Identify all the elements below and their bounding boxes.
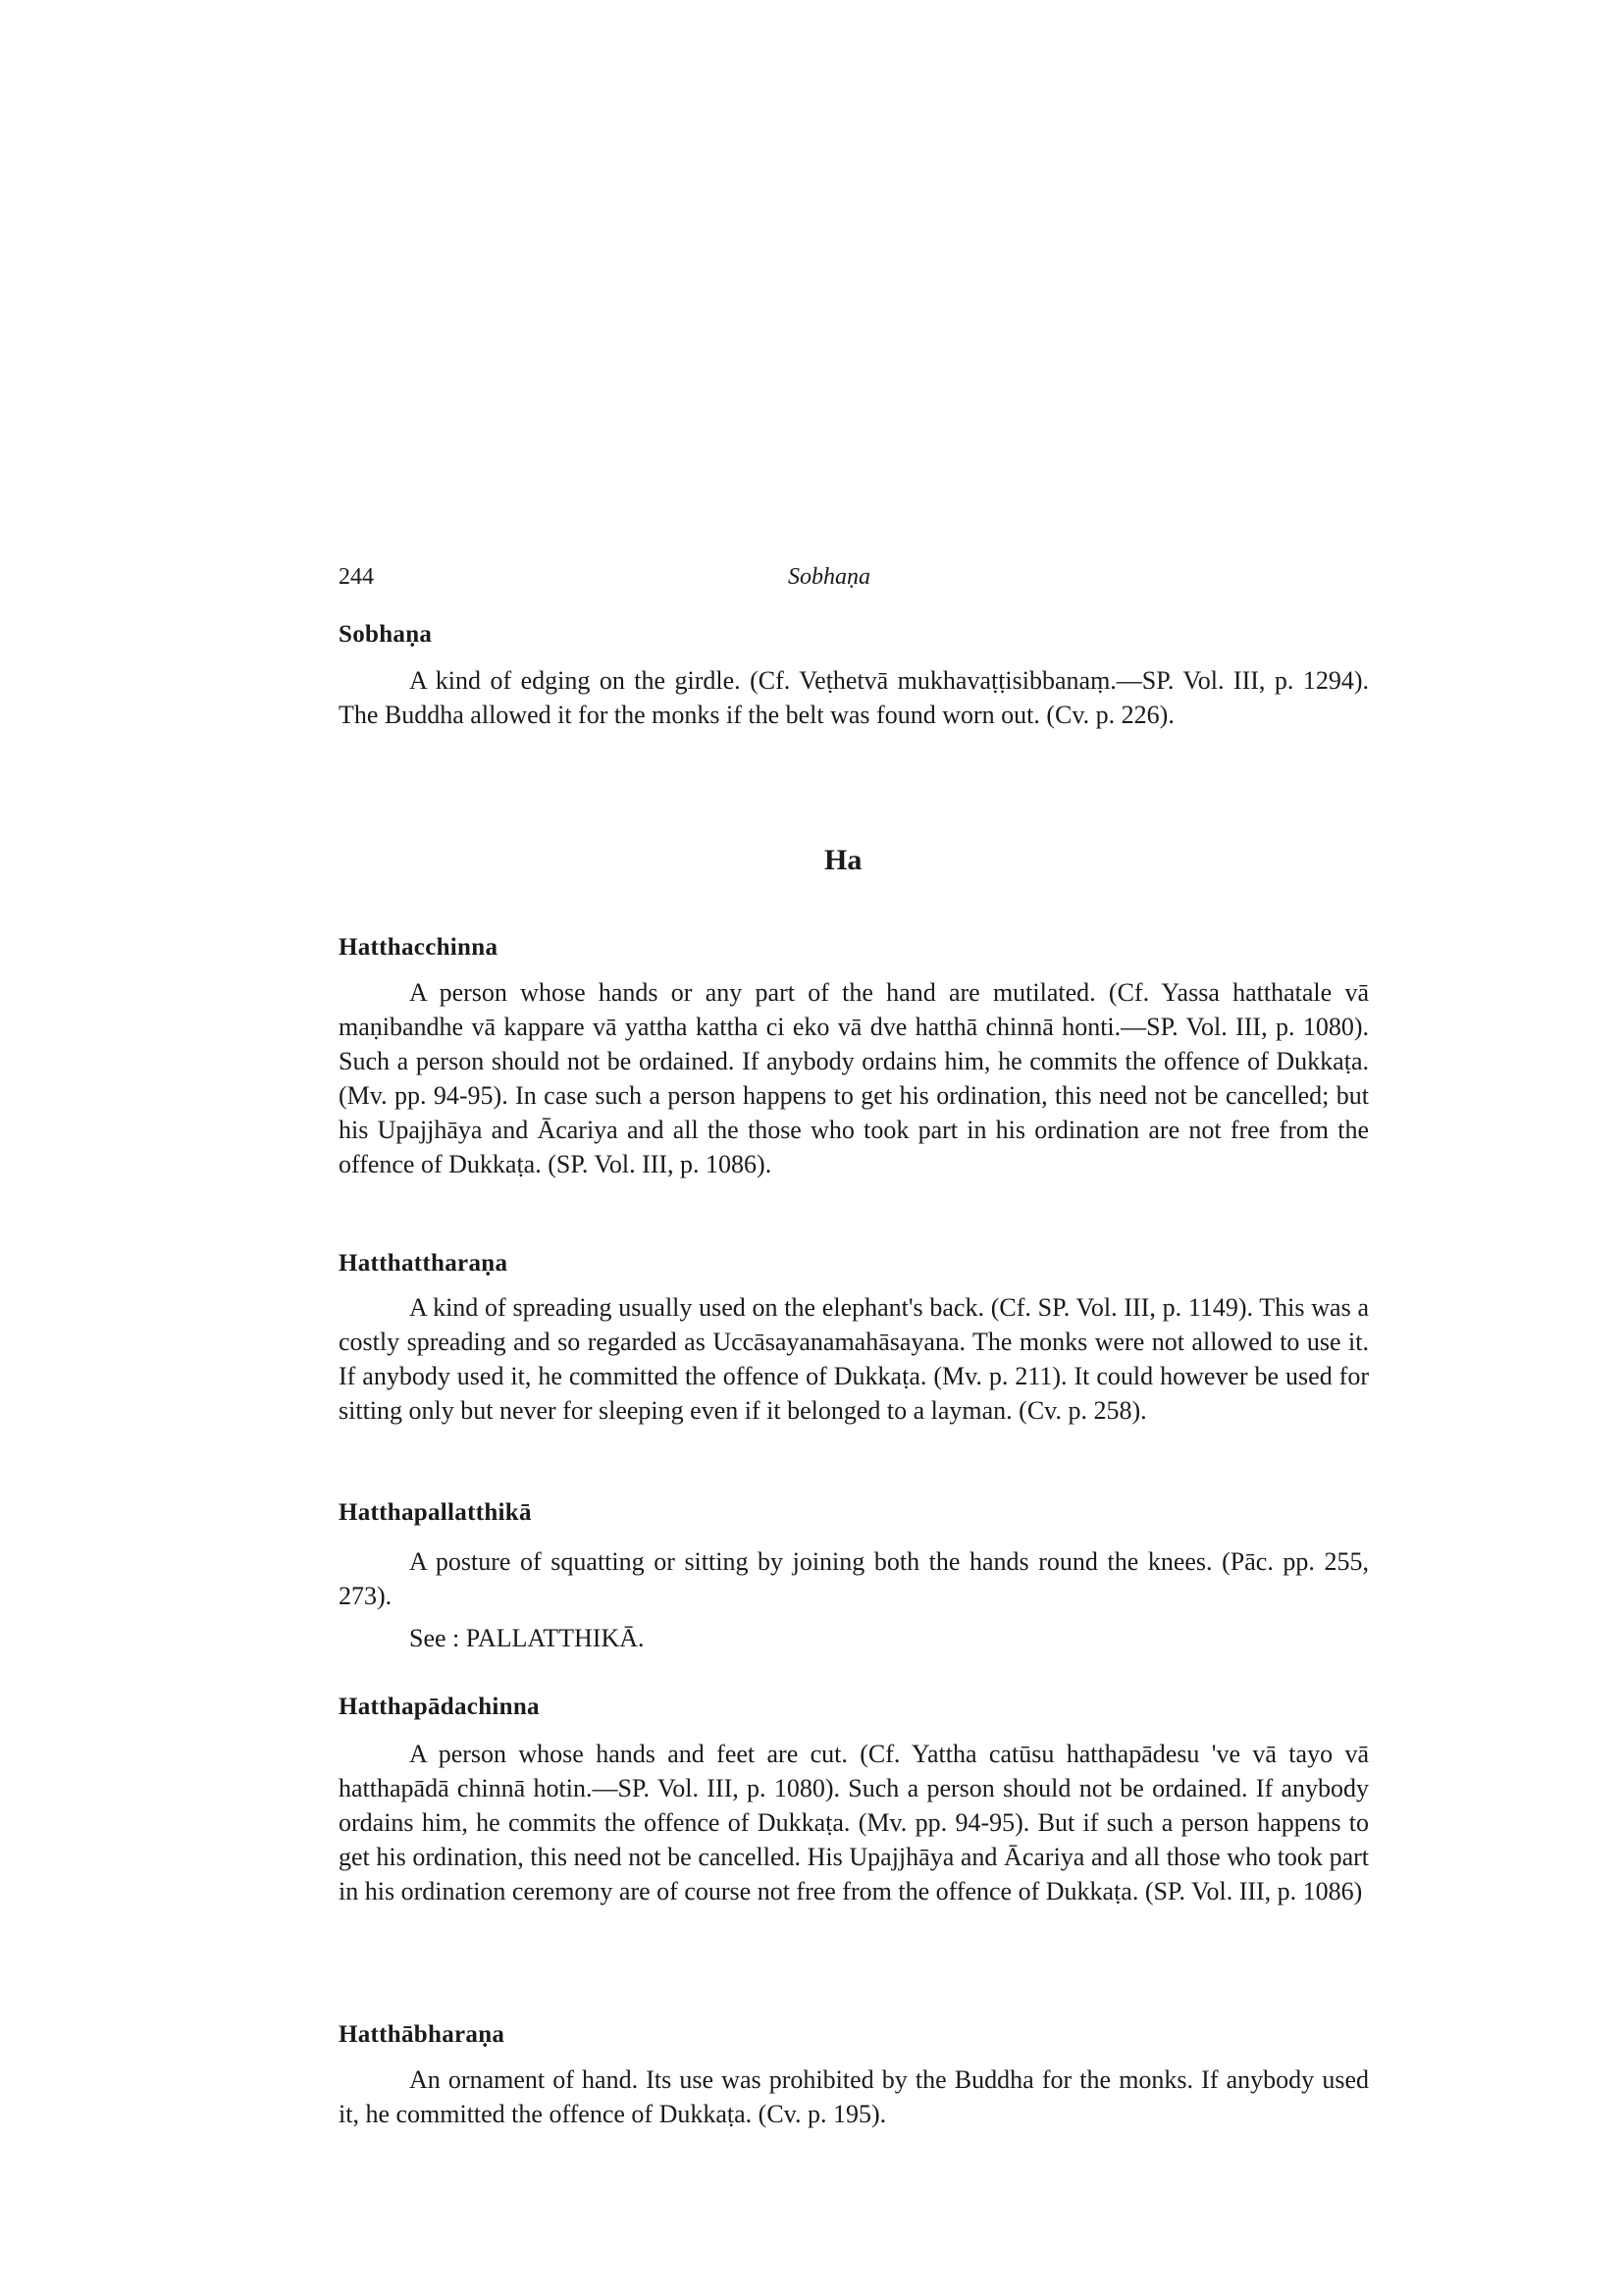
entry-text-sobhana: A kind of edging on the girdle. (Cf. Veṭhetvā mukhavaṭṭisibbanaṃ.—SP. Vol. III, p. 1294). The Buddha allowed it for the monks if the belt was found worn out. (Cv. p. 226). [339,666,1369,729]
section-letter: Ha [824,844,863,876]
page-number: 244 [339,564,374,590]
running-title: Sobhaṇa [788,564,870,590]
entry-headword-hatthattharana: Hatthattharaṇa [339,1250,508,1277]
entry-headword-hatthapallatthika: Hatthapallatthikā [339,1499,532,1526]
entry-headword-hatthacchinna: Hatthacchinna [339,934,498,961]
entry-text-hatthabharana: An ornament of hand. Its use was prohibited by the Buddha for the monks. If anybody used it, he committed the offence of Dukkaṭa. (Cv. p. 195). [339,2065,1369,2128]
entry-text-hatthacchinna: A person whose hands or any part of the hand are mutilated. (Cf. Yassa hatthatale vā maṇibandhe vā kappare vā yattha kattha ci eko vā dve hatthā chinnā honti.—SP. Vol. III, p. 1080). Such a person should not be ordained. If anybody ordains him, he commits the offence of Dukkaṭa. (Mv. pp. 94-95). In case such a person happens to get his ordination, this need not be cancelled; but his Upajjhāya and Ācariya and all the those who took part in his ordination are not free from the offence of Dukkaṭa. (SP. Vol. III, p. 1086). [339,978,1369,1178]
entry-text-hatthattharana: A kind of spreading usually used on the elephant's back. (Cf. SP. Vol. III, p. 1149). This was a costly spreading and so regarded as Uccāsayanamahāsayana. The monks were not allowed to use it. If anybody used it, he committed the offence of Dukkaṭa. (Mv. p. 211). It could however be used for sitting only but never for sleeping even if it belonged to a layman. (Cv. p. 258). [339,1293,1369,1425]
entry-headword-hatthapadachinna: Hatthapādachinna [339,1694,540,1720]
entry-see-also: See : PALLATTHIKĀ. [409,1624,645,1652]
entry-headword-sobhana: Sobhaṇa [339,621,433,648]
entry-text-hatthapadachinna: A person whose hands and feet are cut. (Cf. Yattha catūsu hatthapādesu 've vā tayo vā hatthapādā chinnā hotin.—SP. Vol. III, p. 1080). Such a person should not be ordained. If anybody ordains him, he commits the offence of Dukkaṭa. (Mv. pp. 94-95). But if such a person happens to get his ordination, this need not be cancelled. His Upajjhāya and Ācariya and all those who took part in his ordination ceremony are of course not free from the offence of Dukkaṭa. (SP. Vol. III, p. 1086) [339,1740,1369,1905]
running-head [339,564,1379,600]
entry-headword-hatthabharana: Hatthābharaṇa [339,2021,505,2048]
entry-text-hatthapallatthika: A posture of squatting or sitting by joining both the hands round the knees. (Pāc. pp. 255, 273). [339,1547,1369,1610]
